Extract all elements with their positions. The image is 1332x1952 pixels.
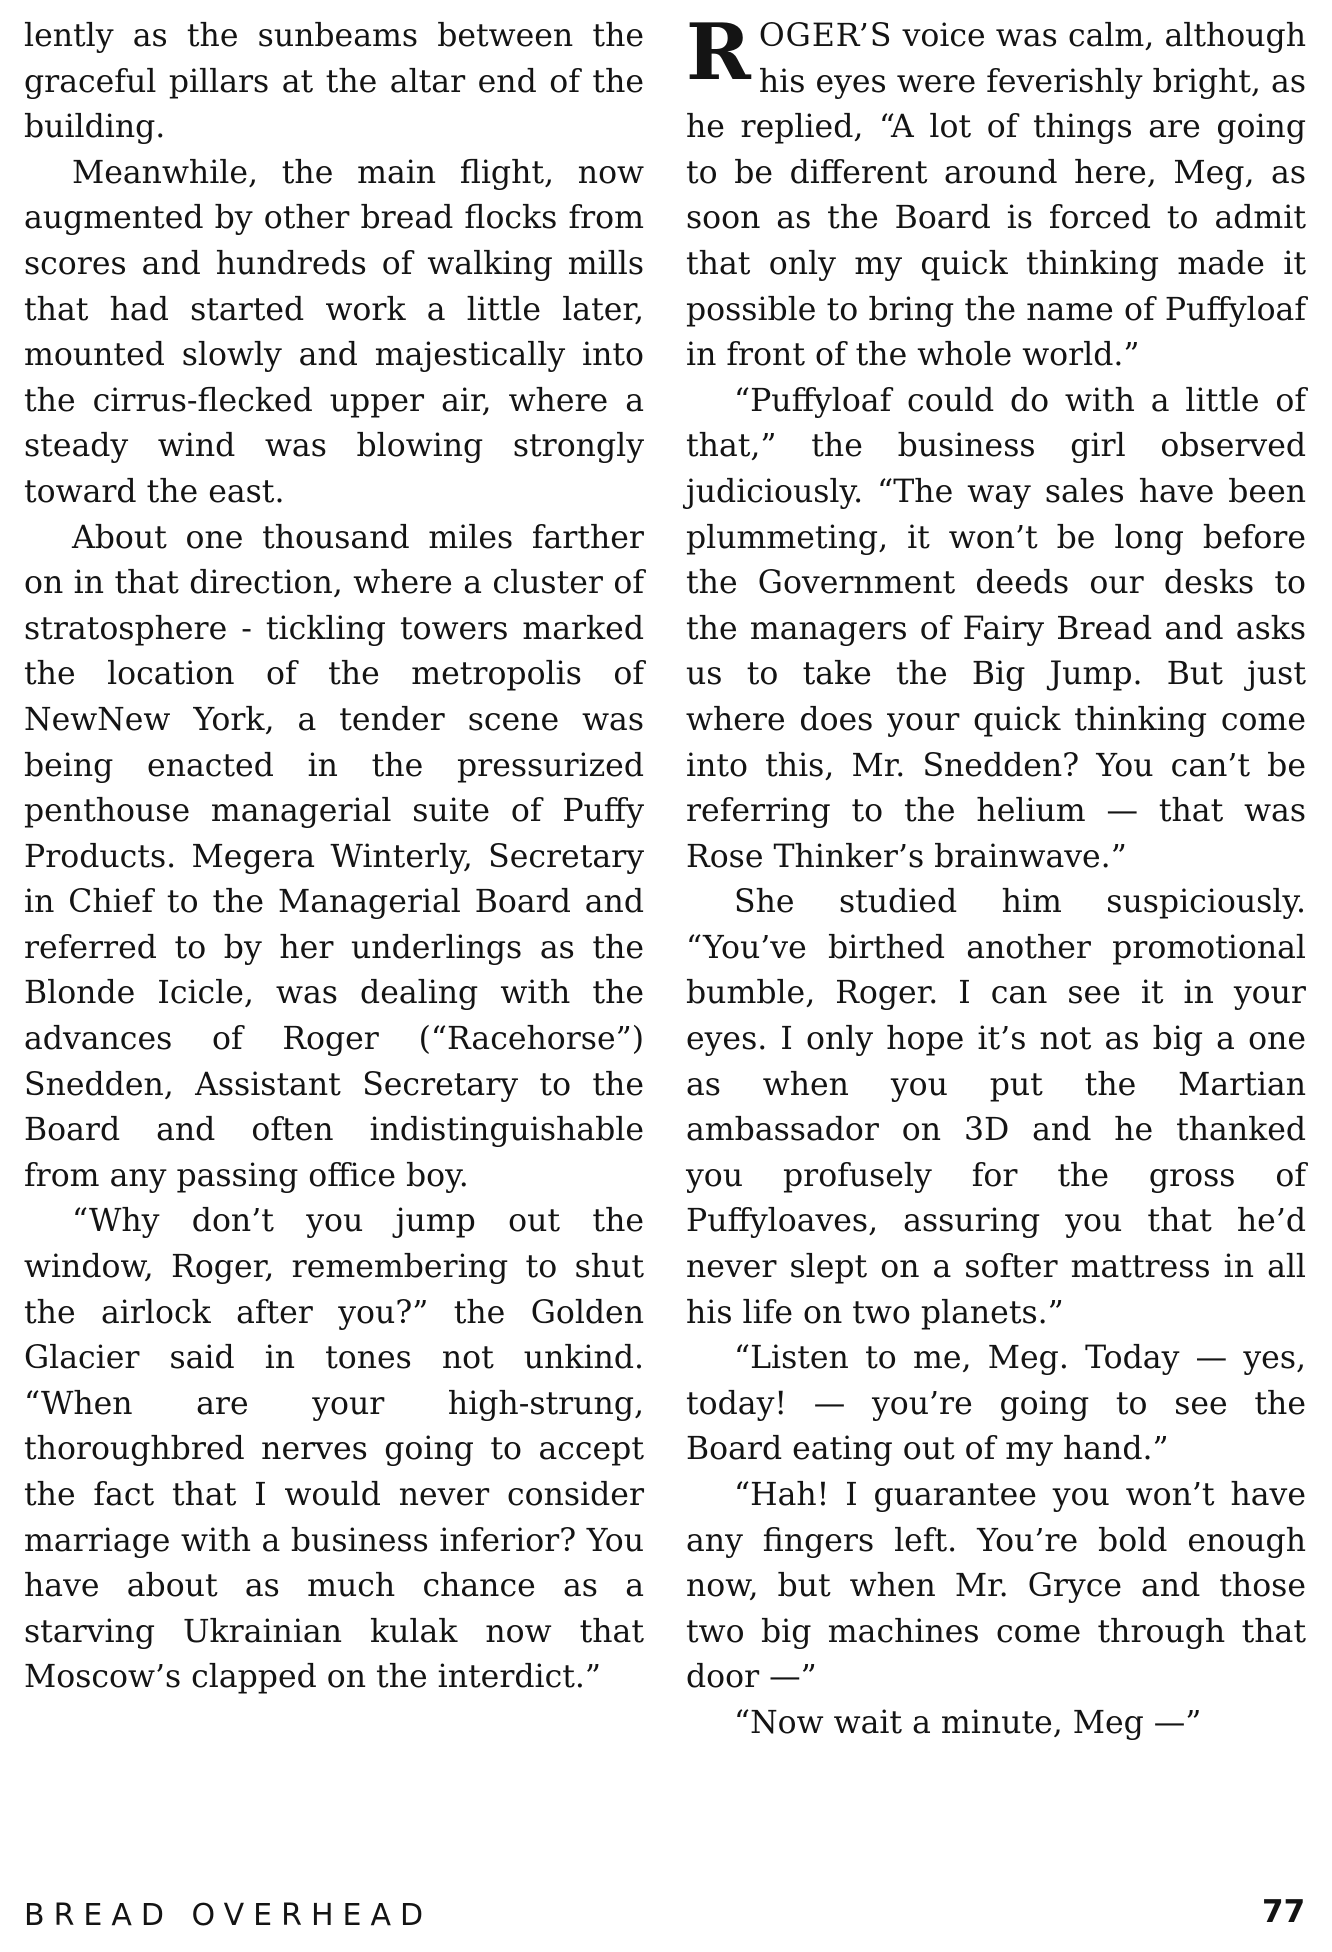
paragraph-wait: “Now wait a minute, Meg —”	[734, 1704, 1202, 1741]
paragraph-hah: “Hah! I guarantee you won’t have any fingers left. You’re bold enough now, but when Mr. Gryce and those two big machines come through that door —”	[686, 1477, 1306, 1696]
drop-cap: R	[686, 7, 751, 98]
left-column	[24, 14, 644, 1701]
lead-word: OGER’S	[758, 18, 893, 54]
paragraph-rogers-voice-text: voice was calm, although his eyes were feverishly bright, as he replied, “A lot of things are going to be different around here, Meg, as soon as the Board is forced to admit that only my quick thinking made it possible to bring the name of Puffyloaf in front of the whole world.”	[686, 18, 1306, 374]
paragraph-newnew-york: About one thousand miles farther on in that direction, where a cluster of stratosphere - tickling towers marked the location of the metropolis of NewNew York, a tender scene was being enacted in the pressurized penthouse managerial suite of Puffy Products. Megera Winterly, Secretary in Chief to the Managerial Board and referred to by her underlings as the Blonde Icicle, was dealing with the advances of Roger (“Racehorse”) Snedden, Assistant Secretary to the Board and often indistinguishable from any passing office boy.	[24, 519, 644, 1194]
running-footer-title: BREAD OVERHEAD	[24, 1898, 433, 1933]
paragraph-suspiciously: She studied him suspiciously. “You’ve birthed another promotional bumble, Roger. I can see it in your eyes. I only hope it’s not as big a one as when you put the Martian ambassador on 3D and he thanked you profusely for the gross of Puffyloaves, assuring you that he’d never slept on a softer mattress in all his life on two planets.”	[686, 884, 1306, 1331]
paragraph-rogers-voice	[686, 7, 1306, 379]
page-number: 77	[1262, 1894, 1306, 1930]
paragraph-listen: “Listen to me, Meg. Today — yes, today! — you’re going to see the Board eating out of my hand.”	[686, 1340, 1306, 1468]
paragraph-golden-glacier: “Why don’t you jump out the window, Roger, remembering to shut the airlock after you?” the Golden Glacier said in tones not unkind. “When are your high-strung, thoroughbred nerves going to accept the fact that I would never consider marriage with a business inferior? You have about as much chance as a starving Ukrainian kulak now that Moscow’s clapped on the interdict.”	[24, 1203, 644, 1696]
paragraph-continuation: lently as the sunbeams between the graceful pillars at the altar end of the building.	[24, 18, 644, 146]
paragraph-main-flight: Meanwhile, the main flight, now augmented by other bread flocks from scores and hundreds of walking mills that had started work a little later, mounted slowly and majestically into the cirrus-flecked upper air, where a steady wind was blowing strongly toward the east.	[24, 154, 644, 510]
right-column	[686, 7, 1306, 1747]
paragraph-puffyloaf: “Puffyloaf could do with a little of that,” the business girl observed judiciously. “The way sales have been plummeting, it won’t be long before the Government deeds our desks to the managers of Fairy Bread and asks us to take the Big Jump. But just where does your quick thinking come into this, Mr. Snedden? You can’t be referring to the helium — that was Rose Thinker’s brainwave.”	[686, 382, 1306, 875]
